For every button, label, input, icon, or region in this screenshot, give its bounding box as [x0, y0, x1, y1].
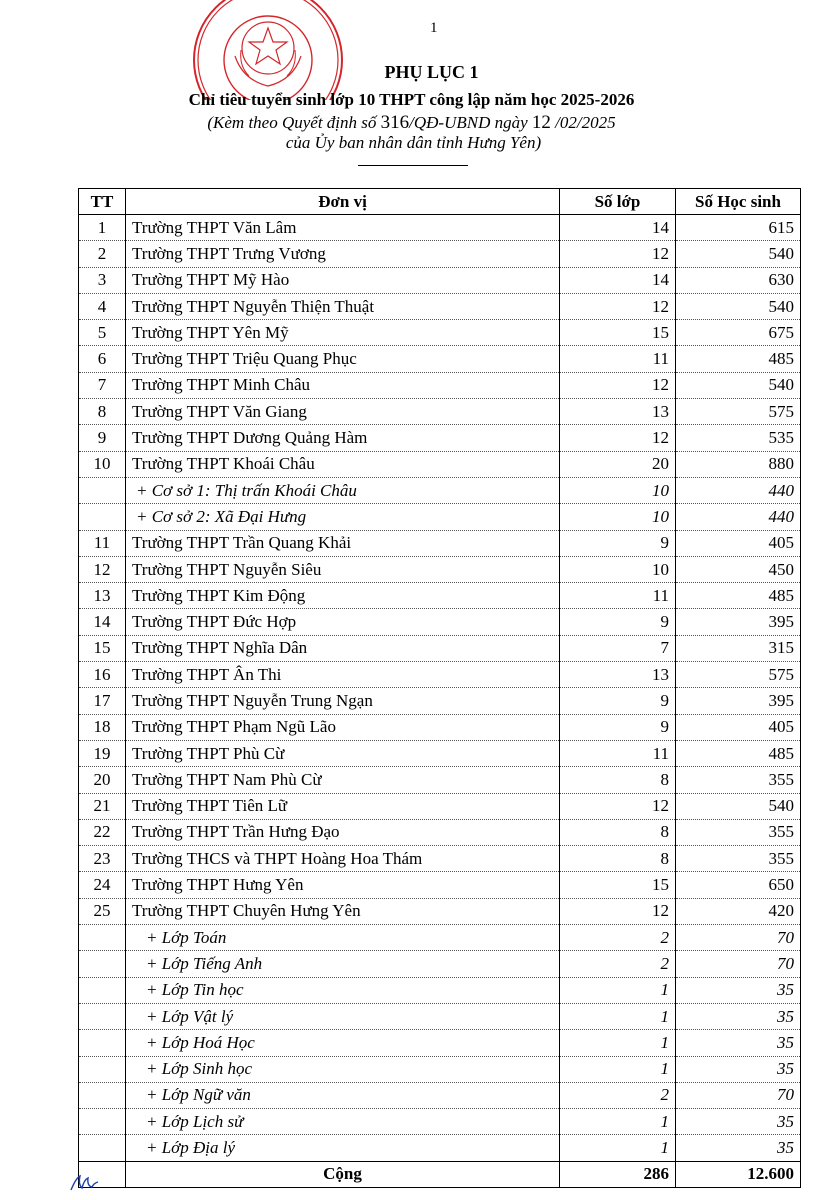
row-students: 395: [676, 688, 801, 714]
row-students: 650: [676, 872, 801, 898]
row-tt: [79, 1135, 126, 1161]
row-classes: 9: [560, 688, 676, 714]
row-tt: 23: [79, 846, 126, 872]
row-unit-name: Trường THPT Văn Giang: [126, 399, 560, 425]
row-unit-name: Trường THPT Trưng Vương: [126, 241, 560, 267]
row-students: 35: [676, 1003, 801, 1029]
row-students: 35: [676, 1056, 801, 1082]
table-row: [79, 1135, 801, 1161]
table-row: [79, 530, 801, 556]
row-classes: 1: [560, 1003, 676, 1029]
row-classes: 8: [560, 767, 676, 793]
page-number: 1: [430, 20, 438, 36]
row-students: 355: [676, 819, 801, 845]
table-row: [79, 1003, 801, 1029]
row-students: 420: [676, 898, 801, 924]
row-students: 540: [676, 293, 801, 319]
row-tt: 21: [79, 793, 126, 819]
row-tt: 20: [79, 767, 126, 793]
row-classes: 11: [560, 346, 676, 372]
header-classes: Số lớp: [560, 189, 676, 215]
row-tt: 7: [79, 372, 126, 398]
row-tt: 24: [79, 872, 126, 898]
table-row: [79, 819, 801, 845]
row-students: 315: [676, 635, 801, 661]
row-classes: 2: [560, 925, 676, 951]
row-unit-name: + Cơ sở 1: Thị trấn Khoái Châu: [126, 477, 560, 503]
row-students: 35: [676, 977, 801, 1003]
table-row: [79, 215, 801, 241]
row-classes: 8: [560, 819, 676, 845]
row-students: 535: [676, 425, 801, 451]
row-students: 575: [676, 399, 801, 425]
row-tt: 25: [79, 898, 126, 924]
appendix-subtitle: Chỉ tiêu tuyển sinh lớp 10 THPT công lập năm học 2025-2026: [188, 90, 635, 109]
row-tt: 9: [79, 425, 126, 451]
row-unit-name: Trường THPT Nghĩa Dân: [126, 635, 560, 661]
row-unit-name: + Cơ sở 2: Xã Đại Hưng: [126, 504, 560, 530]
table-row: [79, 925, 801, 951]
row-classes: 2: [560, 951, 676, 977]
row-students: 615: [676, 215, 801, 241]
header-unit: Đơn vị: [126, 189, 560, 215]
row-students: 70: [676, 951, 801, 977]
row-classes: 12: [560, 425, 676, 451]
row-tt: [79, 477, 126, 503]
row-tt: 6: [79, 346, 126, 372]
row-tt: [79, 504, 126, 530]
row-students: 395: [676, 609, 801, 635]
row-unit-name: Trường THPT Khoái Châu: [126, 451, 560, 477]
row-students: 485: [676, 346, 801, 372]
row-tt: 10: [79, 451, 126, 477]
initials-signature: [68, 1172, 108, 1199]
table-row: [79, 609, 801, 635]
row-students: 675: [676, 320, 801, 346]
row-tt: 11: [79, 530, 126, 556]
row-unit-name: Trường THPT Dương Quảng Hàm: [126, 425, 560, 451]
row-unit-name: Trường THPT Kim Động: [126, 583, 560, 609]
table-row: [79, 504, 801, 530]
row-tt: [79, 1082, 126, 1108]
table-row: [79, 767, 801, 793]
table-row: [79, 451, 801, 477]
row-unit-name: Trường THPT Nguyễn Trung Ngạn: [126, 688, 560, 714]
row-tt: 3: [79, 267, 126, 293]
row-classes: 11: [560, 740, 676, 766]
row-students: 485: [676, 583, 801, 609]
row-unit-name: Trường THPT Phạm Ngũ Lão: [126, 714, 560, 740]
row-students: 880: [676, 451, 801, 477]
row-classes: 1: [560, 1030, 676, 1056]
total-classes: 286: [560, 1161, 676, 1187]
row-classes: 12: [560, 372, 676, 398]
row-students: 355: [676, 767, 801, 793]
row-classes: 15: [560, 872, 676, 898]
table-row: [79, 1109, 801, 1135]
row-students: 440: [676, 477, 801, 503]
decision-day: 12: [531, 112, 551, 133]
row-students: 35: [676, 1135, 801, 1161]
row-tt: 2: [79, 241, 126, 267]
row-students: 355: [676, 846, 801, 872]
row-unit-name: Trường THPT Phù Cừ: [126, 740, 560, 766]
row-unit-name: Trường THPT Mỹ Hào: [126, 267, 560, 293]
decision-number: 316: [380, 112, 410, 133]
row-unit-name: + Lớp Hoá Học: [126, 1030, 560, 1056]
row-tt: [79, 951, 126, 977]
row-classes: 13: [560, 399, 676, 425]
row-unit-name: Trường THPT Yên Mỹ: [126, 320, 560, 346]
table-row: [79, 583, 801, 609]
row-unit-name: Trường THPT Nguyễn Siêu: [126, 556, 560, 582]
row-tt: 8: [79, 399, 126, 425]
enrollment-quota-table: [78, 188, 801, 1188]
row-unit-name: + Lớp Tin học: [126, 977, 560, 1003]
row-classes: 13: [560, 662, 676, 688]
row-students: 35: [676, 1109, 801, 1135]
row-students: 70: [676, 925, 801, 951]
row-students: 450: [676, 556, 801, 582]
table-row: [79, 662, 801, 688]
table-row: [79, 556, 801, 582]
row-classes: 1: [560, 1135, 676, 1161]
row-students: 405: [676, 530, 801, 556]
row-tt: [79, 1030, 126, 1056]
row-unit-name: Trường THPT Trần Hưng Đạo: [126, 819, 560, 845]
row-classes: 11: [560, 583, 676, 609]
row-unit-name: Trường THPT Đức Hợp: [126, 609, 560, 635]
row-classes: 20: [560, 451, 676, 477]
table-row: [79, 951, 801, 977]
row-tt: 14: [79, 609, 126, 635]
row-students: 35: [676, 1030, 801, 1056]
row-classes: 15: [560, 320, 676, 346]
row-classes: 14: [560, 267, 676, 293]
header-students: Số Học sinh: [676, 189, 801, 215]
row-classes: 9: [560, 530, 676, 556]
table-row: [79, 793, 801, 819]
row-classes: 9: [560, 714, 676, 740]
row-tt: 12: [79, 556, 126, 582]
row-unit-name: Trường THCS và THPT Hoàng Hoa Thám: [126, 846, 560, 872]
row-classes: 10: [560, 477, 676, 503]
row-unit-name: Trường THPT Văn Lâm: [126, 215, 560, 241]
table-header-row: [79, 189, 801, 215]
row-classes: 1: [560, 977, 676, 1003]
row-classes: 12: [560, 293, 676, 319]
row-unit-name: + Lớp Tiếng Anh: [126, 951, 560, 977]
table-row: [79, 740, 801, 766]
row-classes: 8: [560, 846, 676, 872]
row-students: 575: [676, 662, 801, 688]
decision-reference: (Kèm theo Quyết định số 316/QĐ-UBND ngày 12 /02/2025: [207, 112, 616, 133]
row-tt: [79, 1056, 126, 1082]
row-students: 405: [676, 714, 801, 740]
table-row: [79, 872, 801, 898]
table-row: [79, 977, 801, 1003]
table-row: [79, 1056, 801, 1082]
row-tt: 22: [79, 819, 126, 845]
table-row: [79, 399, 801, 425]
header-tt: TT: [79, 189, 126, 215]
row-classes: 1: [560, 1056, 676, 1082]
row-classes: 1: [560, 1109, 676, 1135]
table-row: [79, 267, 801, 293]
row-unit-name: + Lớp Lịch sử: [126, 1109, 560, 1135]
table-row: [79, 688, 801, 714]
row-unit-name: Trường THPT Tiên Lữ: [126, 793, 560, 819]
title-divider: [358, 165, 468, 166]
row-classes: 12: [560, 793, 676, 819]
row-unit-name: Trường THPT Hưng Yên: [126, 872, 560, 898]
table-row: [79, 346, 801, 372]
row-unit-name: + Lớp Sinh học: [126, 1056, 560, 1082]
row-students: 440: [676, 504, 801, 530]
table-row: [79, 1082, 801, 1108]
row-tt: 5: [79, 320, 126, 346]
row-classes: 7: [560, 635, 676, 661]
total-students: 12.600: [676, 1161, 801, 1187]
row-tt: 19: [79, 740, 126, 766]
row-unit-name: Trường THPT Nam Phù Cừ: [126, 767, 560, 793]
total-label: Cộng: [126, 1161, 560, 1187]
row-classes: 9: [560, 609, 676, 635]
row-students: 540: [676, 241, 801, 267]
row-students: 485: [676, 740, 801, 766]
total-row: [79, 1161, 801, 1187]
issuer-line: của Ủy ban nhân dân tỉnh Hưng Yên): [285, 133, 542, 152]
table-row: [79, 241, 801, 267]
row-tt: 13: [79, 583, 126, 609]
table-row: [79, 846, 801, 872]
row-unit-name: + Lớp Ngữ văn: [126, 1082, 560, 1108]
table-row: [79, 1030, 801, 1056]
row-unit-name: Trường THPT Nguyễn Thiện Thuật: [126, 293, 560, 319]
row-unit-name: + Lớp Địa lý: [126, 1135, 560, 1161]
row-students: 540: [676, 372, 801, 398]
row-tt: 18: [79, 714, 126, 740]
row-classes: 14: [560, 215, 676, 241]
row-unit-name: Trường THPT Trần Quang Khải: [126, 530, 560, 556]
row-tt: 4: [79, 293, 126, 319]
row-tt: [79, 1003, 126, 1029]
table-row: [79, 293, 801, 319]
row-tt: 17: [79, 688, 126, 714]
table-row: [79, 320, 801, 346]
row-classes: 10: [560, 504, 676, 530]
row-tt: [79, 977, 126, 1003]
row-tt: 1: [79, 215, 126, 241]
row-students: 630: [676, 267, 801, 293]
table-row: [79, 714, 801, 740]
row-unit-name: Trường THPT Minh Châu: [126, 372, 560, 398]
table-row: [79, 372, 801, 398]
table-row: [79, 477, 801, 503]
row-unit-name: + Lớp Toán: [126, 925, 560, 951]
row-classes: 12: [560, 898, 676, 924]
row-unit-name: Trường THPT Chuyên Hưng Yên: [126, 898, 560, 924]
row-classes: 12: [560, 241, 676, 267]
row-students: 540: [676, 793, 801, 819]
row-unit-name: + Lớp Vật lý: [126, 1003, 560, 1029]
table-row: [79, 425, 801, 451]
row-students: 70: [676, 1082, 801, 1108]
row-tt: [79, 1109, 126, 1135]
table-row: [79, 635, 801, 661]
table-row: [79, 898, 801, 924]
row-unit-name: Trường THPT Triệu Quang Phục: [126, 346, 560, 372]
row-classes: 10: [560, 556, 676, 582]
row-tt: 15: [79, 635, 126, 661]
row-unit-name: Trường THPT Ân Thi: [126, 662, 560, 688]
row-tt: 16: [79, 662, 126, 688]
appendix-title: PHỤ LỤC 1: [384, 62, 479, 82]
row-classes: 2: [560, 1082, 676, 1108]
state-emblem-seal: [183, 0, 353, 100]
row-tt: [79, 925, 126, 951]
